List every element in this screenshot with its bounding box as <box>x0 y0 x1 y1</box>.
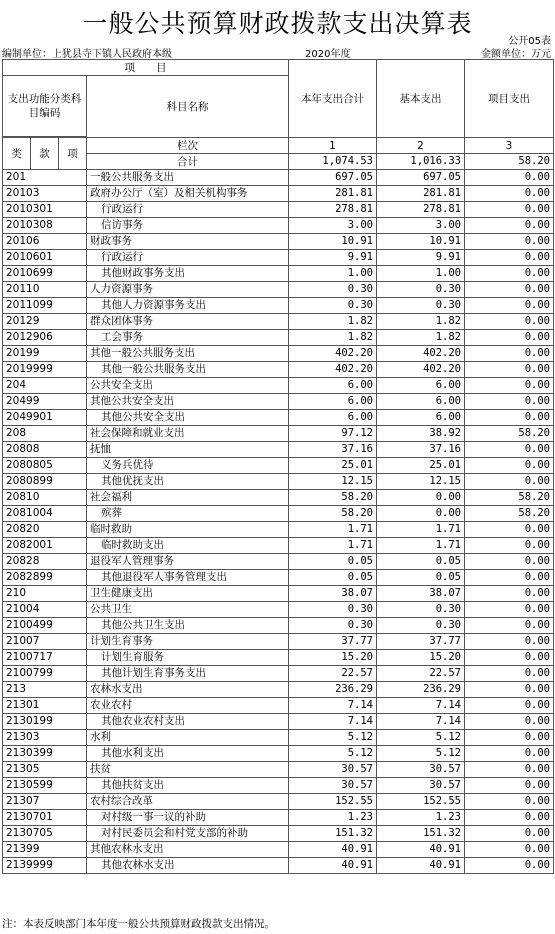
amount-basic: 1.82 <box>377 330 465 346</box>
amount-basic: 3.00 <box>377 218 465 234</box>
function-code: 20110 <box>3 282 87 298</box>
function-code: 213 <box>3 682 87 698</box>
table-row <box>3 602 554 618</box>
amount-project: 58.20 <box>465 490 554 506</box>
amount-total: 0.30 <box>289 618 377 634</box>
table-row <box>3 522 554 538</box>
amount-total: 697.05 <box>289 170 377 186</box>
function-code: 21004 <box>3 602 87 618</box>
function-code: 21305 <box>3 762 87 778</box>
amount-total: 15.20 <box>289 650 377 666</box>
function-code: 2139999 <box>3 858 87 874</box>
function-code: 2010301 <box>3 202 87 218</box>
table-row <box>3 538 554 554</box>
subject-name: 临时救助支出 <box>87 538 289 554</box>
amount-project: 0.00 <box>465 842 554 858</box>
amount-project: 0.00 <box>465 298 554 314</box>
amount-basic: 5.12 <box>377 746 465 762</box>
amount-total: 0.30 <box>289 282 377 298</box>
amount-basic: 236.29 <box>377 682 465 698</box>
amount-basic: 1.82 <box>377 314 465 330</box>
amount-project: 0.00 <box>465 442 554 458</box>
total-project: 58.20 <box>465 154 554 170</box>
amount-basic: 38.07 <box>377 586 465 602</box>
amount-total: 58.20 <box>289 490 377 506</box>
amount-basic: 1.00 <box>377 266 465 282</box>
table-row <box>3 234 554 250</box>
amount-total: 30.57 <box>289 778 377 794</box>
subject-name: 其他农林水支出 <box>87 858 289 874</box>
header-lanci: 栏次 <box>87 138 289 154</box>
table-row <box>3 586 554 602</box>
amount-basic: 278.81 <box>377 202 465 218</box>
amount-total: 9.91 <box>289 250 377 266</box>
subject-name: 水利 <box>87 730 289 746</box>
amount-total: 58.20 <box>289 506 377 522</box>
amount-project: 0.00 <box>465 794 554 810</box>
amount-total: 1.82 <box>289 330 377 346</box>
subject-name: 一般公共服务支出 <box>87 170 289 186</box>
function-code: 2082899 <box>3 570 87 586</box>
amount-total: 37.16 <box>289 442 377 458</box>
function-code: 21307 <box>3 794 87 810</box>
table-row <box>3 762 554 778</box>
amount-project: 0.00 <box>465 650 554 666</box>
amount-basic: 1.71 <box>377 522 465 538</box>
amount-project: 0.00 <box>465 554 554 570</box>
amount-total: 0.30 <box>289 602 377 618</box>
subject-name: 扶贫 <box>87 762 289 778</box>
amount-basic: 37.16 <box>377 442 465 458</box>
subject-name: 人力资源事务 <box>87 282 289 298</box>
amount-project: 0.00 <box>465 250 554 266</box>
function-code: 21301 <box>3 698 87 714</box>
subject-name: 信访事务 <box>87 218 289 234</box>
table-row <box>3 794 554 810</box>
subject-name: 其他扶贫支出 <box>87 778 289 794</box>
subject-name: 公共安全支出 <box>87 378 289 394</box>
amount-project: 0.00 <box>465 826 554 842</box>
table-row <box>3 186 554 202</box>
amount-total: 1.23 <box>289 810 377 826</box>
amount-basic: 697.05 <box>377 170 465 186</box>
footnote: 注：本表反映部门本年度一般公共预算财政拨款支出情况。 <box>2 918 275 930</box>
function-code: 20103 <box>3 186 87 202</box>
amount-basic: 38.92 <box>377 426 465 442</box>
table-row <box>3 250 554 266</box>
table-row <box>3 842 554 858</box>
amount-total: 278.81 <box>289 202 377 218</box>
amount-total: 6.00 <box>289 394 377 410</box>
amount-total: 25.01 <box>289 458 377 474</box>
amount-basic: 0.30 <box>377 602 465 618</box>
subject-name: 计划生育事务 <box>87 634 289 650</box>
subject-name: 社会保障和就业支出 <box>87 426 289 442</box>
function-code: 20828 <box>3 554 87 570</box>
form-number: 公开05表 <box>508 36 551 47</box>
table-row <box>3 378 554 394</box>
amount-basic: 40.91 <box>377 858 465 874</box>
amount-project: 0.00 <box>465 714 554 730</box>
amount-total: 12.15 <box>289 474 377 490</box>
table-row <box>3 714 554 730</box>
amount-total: 402.20 <box>289 362 377 378</box>
subject-name: 财政事务 <box>87 234 289 250</box>
table-row <box>3 170 554 186</box>
subject-name: 工会事务 <box>87 330 289 346</box>
function-code: 2010699 <box>3 266 87 282</box>
amount-project: 0.00 <box>465 762 554 778</box>
subject-name: 其他退役军人事务管理支出 <box>87 570 289 586</box>
report-title: 一般公共预算财政拨款支出决算表 <box>82 9 473 38</box>
amount-basic: 7.14 <box>377 698 465 714</box>
amount-unit: 金额单位：万元 <box>481 49 551 60</box>
amount-project: 0.00 <box>465 314 554 330</box>
amount-project: 58.20 <box>465 506 554 522</box>
amount-project: 0.00 <box>465 810 554 826</box>
amount-basic: 30.57 <box>377 762 465 778</box>
amount-project: 0.00 <box>465 538 554 554</box>
amount-basic: 9.91 <box>377 250 465 266</box>
amount-total: 10.91 <box>289 234 377 250</box>
amount-basic: 152.55 <box>377 794 465 810</box>
amount-total: 40.91 <box>289 842 377 858</box>
amount-basic: 40.91 <box>377 842 465 858</box>
amount-total: 3.00 <box>289 218 377 234</box>
header-col-1: 1 <box>289 138 377 154</box>
subject-name: 退役军人管理事务 <box>87 554 289 570</box>
amount-total: 7.14 <box>289 714 377 730</box>
table-row <box>3 778 554 794</box>
amount-project: 0.00 <box>465 474 554 490</box>
amount-project: 0.00 <box>465 730 554 746</box>
table-row <box>3 506 554 522</box>
header-func-code: 支出功能分类科目编码 <box>3 76 87 137</box>
amount-basic: 5.12 <box>377 730 465 746</box>
function-code: 20810 <box>3 490 87 506</box>
function-code: 21303 <box>3 730 87 746</box>
amount-basic: 1.71 <box>377 538 465 554</box>
amount-total: 37.77 <box>289 634 377 650</box>
amount-total: 40.91 <box>289 858 377 874</box>
function-code: 20106 <box>3 234 87 250</box>
subject-name: 卫生健康支出 <box>87 586 289 602</box>
subject-name: 其他水利支出 <box>87 746 289 762</box>
amount-total: 38.07 <box>289 586 377 602</box>
amount-basic: 151.32 <box>377 826 465 842</box>
amount-total: 151.32 <box>289 826 377 842</box>
amount-total: 97.12 <box>289 426 377 442</box>
table-row <box>3 394 554 410</box>
table-row <box>3 330 554 346</box>
amount-basic: 6.00 <box>377 394 465 410</box>
amount-project: 0.00 <box>465 410 554 426</box>
header-subject-name: 科目名称 <box>87 76 289 138</box>
amount-project: 0.00 <box>465 266 554 282</box>
amount-project: 0.00 <box>465 682 554 698</box>
table-row <box>3 202 554 218</box>
header-xiang: 项 <box>59 138 87 170</box>
amount-total: 1.71 <box>289 538 377 554</box>
function-code: 21399 <box>3 842 87 858</box>
amount-basic: 402.20 <box>377 362 465 378</box>
amount-project: 0.00 <box>465 698 554 714</box>
amount-total: 152.55 <box>289 794 377 810</box>
amount-basic: 0.00 <box>377 490 465 506</box>
subject-name: 其他一般公共服务支出 <box>87 362 289 378</box>
compiling-unit: 编制单位：上犹县寺下镇人民政府本级 <box>2 49 172 60</box>
amount-total: 1.82 <box>289 314 377 330</box>
amount-total: 30.57 <box>289 762 377 778</box>
table-row <box>3 666 554 682</box>
header-lei: 类 <box>3 138 31 170</box>
amount-total: 7.14 <box>289 698 377 714</box>
table-row <box>3 554 554 570</box>
table-row <box>3 298 554 314</box>
expenditure-table <box>2 59 554 874</box>
subject-name: 对村民委员会和村党支部的补助 <box>87 826 289 842</box>
amount-project: 0.00 <box>465 362 554 378</box>
function-code: 2130705 <box>3 826 87 842</box>
subject-name: 计划生育服务 <box>87 650 289 666</box>
amount-total: 5.12 <box>289 730 377 746</box>
subject-name: 政府办公厅（室）及相关机构事务 <box>87 186 289 202</box>
function-code: 2019999 <box>3 362 87 378</box>
amount-project: 0.00 <box>465 202 554 218</box>
subject-name: 农业农村 <box>87 698 289 714</box>
amount-project: 0.00 <box>465 458 554 474</box>
amount-basic: 281.81 <box>377 186 465 202</box>
amount-project: 0.00 <box>465 618 554 634</box>
function-code: 21007 <box>3 634 87 650</box>
function-code: 20199 <box>3 346 87 362</box>
subject-name: 行政运行 <box>87 202 289 218</box>
subject-name: 其他一般公共服务支出 <box>87 346 289 362</box>
function-code: 210 <box>3 586 87 602</box>
header-kuan: 款 <box>31 138 59 170</box>
amount-basic: 0.30 <box>377 282 465 298</box>
table-row <box>3 682 554 698</box>
function-code: 2130399 <box>3 746 87 762</box>
amount-basic: 10.91 <box>377 234 465 250</box>
table-row <box>3 346 554 362</box>
amount-project: 0.00 <box>465 522 554 538</box>
function-code: 2081004 <box>3 506 87 522</box>
table-row <box>3 490 554 506</box>
table-row <box>3 266 554 282</box>
table-row <box>3 570 554 586</box>
table-row <box>3 410 554 426</box>
table-row <box>3 282 554 298</box>
amount-basic: 30.57 <box>377 778 465 794</box>
amount-project: 0.00 <box>465 634 554 650</box>
amount-basic: 1.23 <box>377 810 465 826</box>
amount-project: 0.00 <box>465 394 554 410</box>
subject-name: 其他优抚支出 <box>87 474 289 490</box>
function-code: 2080899 <box>3 474 87 490</box>
amount-total: 1.00 <box>289 266 377 282</box>
amount-project: 0.00 <box>465 570 554 586</box>
header-item: 项 目 <box>3 60 289 76</box>
total-basic: 1,016.33 <box>377 154 465 170</box>
table-row <box>3 426 554 442</box>
amount-total: 402.20 <box>289 346 377 362</box>
amount-basic: 0.05 <box>377 570 465 586</box>
amount-project: 0.00 <box>465 602 554 618</box>
amount-basic: 6.00 <box>377 378 465 394</box>
subject-name: 群众团体事务 <box>87 314 289 330</box>
function-code: 2100799 <box>3 666 87 682</box>
amount-basic: 7.14 <box>377 714 465 730</box>
subject-name: 其他公共安全支出 <box>87 410 289 426</box>
function-code: 20129 <box>3 314 87 330</box>
header-col-3: 3 <box>465 138 554 154</box>
function-code: 2100499 <box>3 618 87 634</box>
amount-total: 281.81 <box>289 186 377 202</box>
amount-basic: 0.30 <box>377 298 465 314</box>
amount-project: 0.00 <box>465 778 554 794</box>
function-code: 2011099 <box>3 298 87 314</box>
amount-project: 0.00 <box>465 586 554 602</box>
function-code: 2082001 <box>3 538 87 554</box>
amount-total: 5.12 <box>289 746 377 762</box>
function-code: 2010601 <box>3 250 87 266</box>
amount-basic: 15.20 <box>377 650 465 666</box>
table-row <box>3 730 554 746</box>
amount-total: 6.00 <box>289 378 377 394</box>
table-row <box>3 650 554 666</box>
function-code: 20820 <box>3 522 87 538</box>
function-code: 2080805 <box>3 458 87 474</box>
subject-name: 对村级一事一议的补助 <box>87 810 289 826</box>
amount-basic: 0.05 <box>377 554 465 570</box>
table-row <box>3 618 554 634</box>
subject-name: 农村综合改革 <box>87 794 289 810</box>
subject-name: 其他计划生育事务支出 <box>87 666 289 682</box>
amount-total: 22.57 <box>289 666 377 682</box>
amount-basic: 25.01 <box>377 458 465 474</box>
function-code: 2049901 <box>3 410 87 426</box>
subject-name: 其他农林水支出 <box>87 842 289 858</box>
amount-project: 0.00 <box>465 186 554 202</box>
subject-name: 殡葬 <box>87 506 289 522</box>
table-row <box>3 442 554 458</box>
function-code: 2130701 <box>3 810 87 826</box>
table-row <box>3 810 554 826</box>
amount-basic: 22.57 <box>377 666 465 682</box>
table-row <box>3 218 554 234</box>
amount-total: 6.00 <box>289 410 377 426</box>
subject-name: 义务兵优待 <box>87 458 289 474</box>
table-row <box>3 634 554 650</box>
function-code: 2010308 <box>3 218 87 234</box>
amount-project: 0.00 <box>465 346 554 362</box>
subject-name: 其他财政事务支出 <box>87 266 289 282</box>
table-row <box>3 826 554 842</box>
subject-name: 其他公共卫生支出 <box>87 618 289 634</box>
function-code: 208 <box>3 426 87 442</box>
function-code: 2130199 <box>3 714 87 730</box>
amount-basic: 0.00 <box>377 506 465 522</box>
total-amount: 1,074.53 <box>289 154 377 170</box>
function-code: 2130599 <box>3 778 87 794</box>
amount-project: 0.00 <box>465 170 554 186</box>
subject-name: 社会福利 <box>87 490 289 506</box>
table-row <box>3 362 554 378</box>
amount-total: 0.05 <box>289 554 377 570</box>
amount-project: 58.20 <box>465 426 554 442</box>
amount-basic: 6.00 <box>377 410 465 426</box>
subject-name: 其他人力资源事务支出 <box>87 298 289 314</box>
amount-project: 0.00 <box>465 218 554 234</box>
header-total: 本年支出合计 <box>289 60 377 138</box>
table-row <box>3 698 554 714</box>
amount-total: 236.29 <box>289 682 377 698</box>
function-code: 2100717 <box>3 650 87 666</box>
amount-basic: 37.77 <box>377 634 465 650</box>
function-code: 2012906 <box>3 330 87 346</box>
subject-name: 其他农业农村支出 <box>87 714 289 730</box>
table-row <box>3 474 554 490</box>
amount-total: 0.30 <box>289 298 377 314</box>
total-label: 合计 <box>87 154 289 170</box>
subject-name: 公共卫生 <box>87 602 289 618</box>
subject-name: 农林水支出 <box>87 682 289 698</box>
subject-name: 行政运行 <box>87 250 289 266</box>
amount-project: 0.00 <box>465 746 554 762</box>
table-row <box>3 746 554 762</box>
amount-basic: 402.20 <box>377 346 465 362</box>
subject-name: 临时救助 <box>87 522 289 538</box>
table-row <box>3 458 554 474</box>
amount-project: 0.00 <box>465 378 554 394</box>
header-project: 项目支出 <box>465 60 554 138</box>
subject-name: 其他公共安全支出 <box>87 394 289 410</box>
table-row <box>3 314 554 330</box>
amount-project: 0.00 <box>465 858 554 874</box>
header-col-2: 2 <box>377 138 465 154</box>
amount-project: 0.00 <box>465 234 554 250</box>
subject-name: 抚恤 <box>87 442 289 458</box>
function-code: 204 <box>3 378 87 394</box>
header-basic: 基本支出 <box>377 60 465 138</box>
amount-basic: 12.15 <box>377 474 465 490</box>
fiscal-year: 2020年度 <box>305 49 351 60</box>
amount-total: 0.05 <box>289 570 377 586</box>
function-code: 20808 <box>3 442 87 458</box>
amount-basic: 0.30 <box>377 618 465 634</box>
amount-project: 0.00 <box>465 666 554 682</box>
amount-total: 1.71 <box>289 522 377 538</box>
amount-project: 0.00 <box>465 282 554 298</box>
function-code: 20499 <box>3 394 87 410</box>
table-row <box>3 858 554 874</box>
function-code: 201 <box>3 170 87 186</box>
amount-project: 0.00 <box>465 330 554 346</box>
